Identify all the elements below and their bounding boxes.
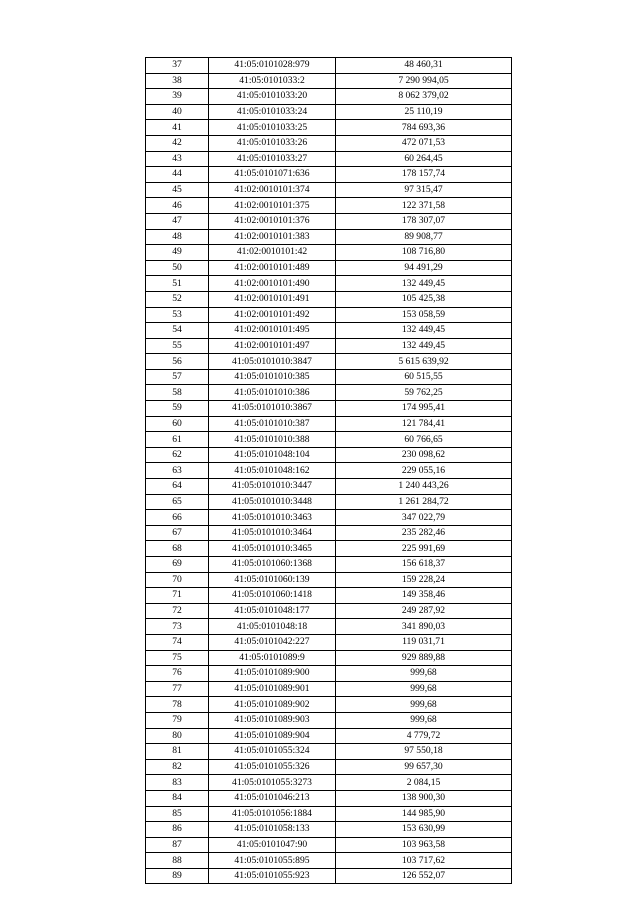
- value-cell: 48 460,31: [336, 58, 512, 74]
- value-cell: 149 358,46: [336, 588, 512, 604]
- table-row: [146, 868, 512, 884]
- value-cell: 153 058,59: [336, 307, 512, 323]
- value-cell: 999,68: [336, 666, 512, 682]
- cadastral-number-cell: 41:05:0101028:979: [209, 58, 336, 74]
- value-cell: 999,68: [336, 681, 512, 697]
- cadastral-number-cell: 41:05:0101033:25: [209, 120, 336, 136]
- cadastral-number-cell: 41:05:0101033:2: [209, 73, 336, 89]
- table-row: [146, 790, 512, 806]
- row-number-cell: 81: [146, 744, 209, 760]
- table-row: [146, 759, 512, 775]
- cadastral-number-cell: 41:05:0101010:388: [209, 432, 336, 448]
- row-number-cell: 70: [146, 572, 209, 588]
- value-cell: 178 157,74: [336, 167, 512, 183]
- cadastral-number-cell: 41:02:0010101:491: [209, 291, 336, 307]
- cadastral-number-cell: 41:02:0010101:495: [209, 323, 336, 339]
- cadastral-number-cell: 41:02:0010101:490: [209, 276, 336, 292]
- cadastral-number-cell: 41:05:0101046:213: [209, 790, 336, 806]
- table-row: [146, 307, 512, 323]
- table-row: [146, 401, 512, 417]
- value-cell: 156 618,37: [336, 557, 512, 573]
- table-row: [146, 494, 512, 510]
- row-number-cell: 75: [146, 650, 209, 666]
- cadastral-number-cell: 41:05:0101055:895: [209, 853, 336, 869]
- row-number-cell: 38: [146, 73, 209, 89]
- row-number-cell: 80: [146, 728, 209, 744]
- row-number-cell: 48: [146, 229, 209, 245]
- row-number-cell: 86: [146, 822, 209, 838]
- row-number-cell: 53: [146, 307, 209, 323]
- table-row: [146, 634, 512, 650]
- value-cell: 108 716,80: [336, 245, 512, 261]
- cadastral-number-cell: 41:05:0101055:3273: [209, 775, 336, 791]
- cadastral-number-cell: 41:05:0101010:3847: [209, 354, 336, 370]
- value-cell: 1 261 284,72: [336, 494, 512, 510]
- cadastral-number-cell: 41:05:0101010:386: [209, 385, 336, 401]
- value-cell: 341 890,03: [336, 619, 512, 635]
- value-cell: 60 766,65: [336, 432, 512, 448]
- table-row: [146, 525, 512, 541]
- cadastral-number-cell: 41:05:0101089:9: [209, 650, 336, 666]
- row-number-cell: 66: [146, 510, 209, 526]
- table-row: [146, 416, 512, 432]
- cadastral-number-cell: 41:05:0101010:3447: [209, 479, 336, 495]
- row-number-cell: 43: [146, 151, 209, 167]
- value-cell: 60 264,45: [336, 151, 512, 167]
- cadastral-number-cell: 41:05:0101058:133: [209, 822, 336, 838]
- value-cell: 138 900,30: [336, 790, 512, 806]
- value-cell: 144 985,90: [336, 806, 512, 822]
- row-number-cell: 50: [146, 260, 209, 276]
- value-cell: 126 552,07: [336, 868, 512, 884]
- row-number-cell: 55: [146, 338, 209, 354]
- row-number-cell: 71: [146, 588, 209, 604]
- table-row: [146, 369, 512, 385]
- row-number-cell: 61: [146, 432, 209, 448]
- value-cell: 249 287,92: [336, 603, 512, 619]
- row-number-cell: 83: [146, 775, 209, 791]
- value-cell: 8 062 379,02: [336, 89, 512, 105]
- row-number-cell: 49: [146, 245, 209, 261]
- value-cell: 105 425,38: [336, 291, 512, 307]
- row-number-cell: 77: [146, 681, 209, 697]
- row-number-cell: 47: [146, 213, 209, 229]
- value-cell: 97 550,18: [336, 744, 512, 760]
- cadastral-number-cell: 41:05:0101033:27: [209, 151, 336, 167]
- table-row: [146, 853, 512, 869]
- cadastral-number-cell: 41:05:0101055:324: [209, 744, 336, 760]
- cadastral-number-cell: 41:05:0101042:227: [209, 634, 336, 650]
- row-number-cell: 65: [146, 494, 209, 510]
- row-number-cell: 51: [146, 276, 209, 292]
- value-cell: 472 071,53: [336, 135, 512, 151]
- table-row: [146, 135, 512, 151]
- cadastral-number-cell: 41:05:0101048:104: [209, 447, 336, 463]
- table-row: [146, 822, 512, 838]
- value-cell: 929 889,88: [336, 650, 512, 666]
- row-number-cell: 37: [146, 58, 209, 74]
- cadastral-number-cell: 41:05:0101048:162: [209, 463, 336, 479]
- cadastral-number-cell: 41:02:0010101:492: [209, 307, 336, 323]
- table-row: [146, 73, 512, 89]
- value-cell: 235 282,46: [336, 525, 512, 541]
- cadastral-number-cell: 41:02:0010101:383: [209, 229, 336, 245]
- cadastral-number-cell: 41:02:0010101:374: [209, 182, 336, 198]
- row-number-cell: 87: [146, 837, 209, 853]
- table-row: [146, 432, 512, 448]
- cadastral-number-cell: 41:05:0101048:177: [209, 603, 336, 619]
- cadastral-number-cell: 41:05:0101010:3448: [209, 494, 336, 510]
- cadastral-number-cell: 41:05:0101060:1368: [209, 557, 336, 573]
- cadastral-number-cell: 41:05:0101048:18: [209, 619, 336, 635]
- value-cell: 59 762,25: [336, 385, 512, 401]
- cadastral-number-cell: 41:05:0101089:904: [209, 728, 336, 744]
- value-cell: 132 449,45: [336, 338, 512, 354]
- cadastral-number-cell: 41:05:0101055:326: [209, 759, 336, 775]
- value-cell: 121 784,41: [336, 416, 512, 432]
- value-cell: 94 491,29: [336, 260, 512, 276]
- value-cell: 230 098,62: [336, 447, 512, 463]
- cadastral-number-cell: 41:05:0101010:385: [209, 369, 336, 385]
- table-row: [146, 588, 512, 604]
- value-cell: 999,68: [336, 712, 512, 728]
- row-number-cell: 42: [146, 135, 209, 151]
- table-row: [146, 557, 512, 573]
- row-number-cell: 89: [146, 868, 209, 884]
- row-number-cell: 60: [146, 416, 209, 432]
- row-number-cell: 44: [146, 167, 209, 183]
- cadastral-number-cell: 41:05:0101060:1418: [209, 588, 336, 604]
- table-row: [146, 167, 512, 183]
- cadastral-number-cell: 41:05:0101060:139: [209, 572, 336, 588]
- cadastral-number-cell: 41:05:0101010:3867: [209, 401, 336, 417]
- value-cell: 174 995,41: [336, 401, 512, 417]
- row-number-cell: 57: [146, 369, 209, 385]
- table-row: [146, 447, 512, 463]
- table-row: [146, 338, 512, 354]
- row-number-cell: 74: [146, 634, 209, 650]
- row-number-cell: 78: [146, 697, 209, 713]
- value-cell: 99 657,30: [336, 759, 512, 775]
- cadastral-number-cell: 41:05:0101010:387: [209, 416, 336, 432]
- table-row: [146, 213, 512, 229]
- table-row: [146, 744, 512, 760]
- value-cell: 122 371,58: [336, 198, 512, 214]
- table-row: [146, 510, 512, 526]
- cadastral-number-cell: 41:02:0010101:489: [209, 260, 336, 276]
- row-number-cell: 73: [146, 619, 209, 635]
- table-row: [146, 323, 512, 339]
- cadastral-number-cell: 41:05:0101089:902: [209, 697, 336, 713]
- cadastral-number-cell: 41:05:0101033:20: [209, 89, 336, 105]
- row-number-cell: 46: [146, 198, 209, 214]
- row-number-cell: 39: [146, 89, 209, 105]
- row-number-cell: 82: [146, 759, 209, 775]
- value-cell: 347 022,79: [336, 510, 512, 526]
- value-cell: 225 991,69: [336, 541, 512, 557]
- table-row: [146, 463, 512, 479]
- value-cell: 2 084,15: [336, 775, 512, 791]
- table-row: [146, 697, 512, 713]
- table-row: [146, 291, 512, 307]
- table-row: [146, 775, 512, 791]
- table-row: [146, 182, 512, 198]
- row-number-cell: 62: [146, 447, 209, 463]
- table-row: [146, 58, 512, 74]
- value-cell: 7 290 994,05: [336, 73, 512, 89]
- value-cell: 132 449,45: [336, 323, 512, 339]
- cadastral-value-table: [145, 57, 512, 884]
- row-number-cell: 67: [146, 525, 209, 541]
- row-number-cell: 69: [146, 557, 209, 573]
- table-row: [146, 603, 512, 619]
- cadastral-number-cell: 41:02:0010101:376: [209, 213, 336, 229]
- value-cell: 97 315,47: [336, 182, 512, 198]
- value-cell: 60 515,55: [336, 369, 512, 385]
- value-cell: 229 055,16: [336, 463, 512, 479]
- value-cell: 132 449,45: [336, 276, 512, 292]
- cadastral-number-cell: 41:05:0101089:900: [209, 666, 336, 682]
- table-row: [146, 541, 512, 557]
- table-row: [146, 354, 512, 370]
- cadastral-number-cell: 41:05:0101033:26: [209, 135, 336, 151]
- value-cell: 4 779,72: [336, 728, 512, 744]
- value-cell: 153 630,99: [336, 822, 512, 838]
- table-row: [146, 619, 512, 635]
- cadastral-number-cell: 41:05:0101055:923: [209, 868, 336, 884]
- table-row: [146, 712, 512, 728]
- row-number-cell: 72: [146, 603, 209, 619]
- table-row: [146, 260, 512, 276]
- table-row: [146, 681, 512, 697]
- table-body: [146, 58, 512, 884]
- cadastral-number-cell: 41:02:0010101:42: [209, 245, 336, 261]
- table-row: [146, 728, 512, 744]
- table-row: [146, 276, 512, 292]
- table-row: [146, 229, 512, 245]
- cadastral-number-cell: 41:05:0101033:24: [209, 104, 336, 120]
- table-row: [146, 245, 512, 261]
- cadastral-number-cell: 41:05:0101010:3464: [209, 525, 336, 541]
- cadastral-number-cell: 41:05:0101071:636: [209, 167, 336, 183]
- row-number-cell: 63: [146, 463, 209, 479]
- value-cell: 103 717,62: [336, 853, 512, 869]
- cadastral-number-cell: 41:05:0101047:90: [209, 837, 336, 853]
- table-row: [146, 479, 512, 495]
- cadastral-number-cell: 41:02:0010101:375: [209, 198, 336, 214]
- value-cell: 784 693,36: [336, 120, 512, 136]
- row-number-cell: 84: [146, 790, 209, 806]
- row-number-cell: 79: [146, 712, 209, 728]
- cadastral-number-cell: 41:05:0101010:3465: [209, 541, 336, 557]
- value-cell: 89 908,77: [336, 229, 512, 245]
- table-row: [146, 104, 512, 120]
- row-number-cell: 68: [146, 541, 209, 557]
- row-number-cell: 88: [146, 853, 209, 869]
- cadastral-number-cell: 41:05:0101089:901: [209, 681, 336, 697]
- value-cell: 159 228,24: [336, 572, 512, 588]
- row-number-cell: 45: [146, 182, 209, 198]
- table-row: [146, 120, 512, 136]
- row-number-cell: 76: [146, 666, 209, 682]
- cadastral-number-cell: 41:05:0101010:3463: [209, 510, 336, 526]
- table-row: [146, 89, 512, 105]
- table-row: [146, 666, 512, 682]
- cadastral-number-cell: 41:05:0101056:1884: [209, 806, 336, 822]
- table-row: [146, 806, 512, 822]
- row-number-cell: 59: [146, 401, 209, 417]
- row-number-cell: 54: [146, 323, 209, 339]
- row-number-cell: 56: [146, 354, 209, 370]
- value-cell: 999,68: [336, 697, 512, 713]
- value-cell: 25 110,19: [336, 104, 512, 120]
- row-number-cell: 41: [146, 120, 209, 136]
- table-row: [146, 837, 512, 853]
- value-cell: 5 615 639,92: [336, 354, 512, 370]
- row-number-cell: 40: [146, 104, 209, 120]
- table-row: [146, 650, 512, 666]
- value-cell: 119 031,71: [336, 634, 512, 650]
- value-cell: 103 963,58: [336, 837, 512, 853]
- row-number-cell: 52: [146, 291, 209, 307]
- table-row: [146, 198, 512, 214]
- value-cell: 1 240 443,26: [336, 479, 512, 495]
- cadastral-number-cell: 41:05:0101089:903: [209, 712, 336, 728]
- table-row: [146, 385, 512, 401]
- table-row: [146, 572, 512, 588]
- cadastral-number-cell: 41:02:0010101:497: [209, 338, 336, 354]
- row-number-cell: 64: [146, 479, 209, 495]
- table-row: [146, 151, 512, 167]
- row-number-cell: 85: [146, 806, 209, 822]
- value-cell: 178 307,07: [336, 213, 512, 229]
- row-number-cell: 58: [146, 385, 209, 401]
